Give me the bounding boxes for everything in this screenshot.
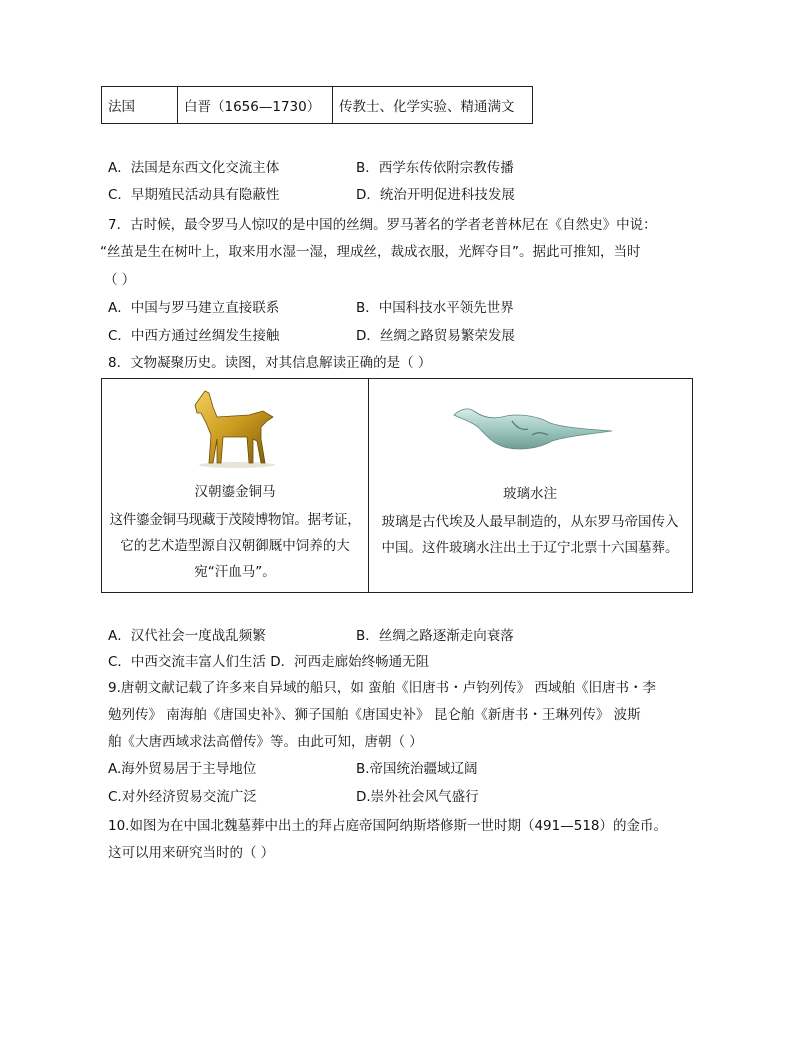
q7-option-a: A．中国与罗马建立直接联系 — [108, 300, 280, 316]
horse-desc-line3: 宛“汗血马”。 — [194, 564, 276, 580]
table-cell-country: 法国 — [102, 87, 178, 124]
info-table — [101, 86, 533, 124]
q9-option-c: C.对外经济贸易交流广泛 — [108, 789, 257, 805]
q9-stem-line1: 9.唐朝文献记载了许多来自异域的船只，如 蛮舶《旧唐书・卢钧列传》 西域舶《旧唐书・李 — [108, 680, 656, 696]
q6-option-a: A．法国是东西文化交流主体 — [108, 160, 280, 176]
q7-stem-line3: （ ） — [104, 272, 136, 288]
q7-option-d: D．丝绸之路贸易繁荣发展 — [356, 328, 515, 344]
q9-option-b: B.帝国统治疆域辽阔 — [356, 761, 478, 777]
table-cell-person: 白晋（1656—1730） — [178, 87, 333, 124]
q7-stem-line1: 7．古时候，最令罗马人惊叹的是中国的丝绸。罗马著名的学者老普林尼在《自然史》中说： — [108, 217, 657, 233]
table-row — [102, 87, 533, 124]
q8-option-a: A．汉代社会一度战乱频繁 — [108, 628, 266, 644]
q9-stem-line2: 勉列传》 南海舶《唐国史补》、狮子国舶《唐国史补》 昆仑舶《新唐书・王琳列传》 波斯 — [108, 707, 641, 723]
q10-stem-line1: 10.如图为在中国北魏墓葬中出土的拜占庭帝国阿纳斯塔修斯一世时期（491—518）的金币。 — [108, 818, 668, 834]
q8-option-b: B．丝绸之路逐渐走向衰落 — [356, 628, 514, 644]
horse-desc-line2: 它的艺术造型源自汉朝御厩中饲养的大 — [120, 538, 350, 554]
q9-option-d: D.崇外社会风气盛行 — [356, 789, 479, 805]
ewer-title: 玻璃水注 — [503, 486, 557, 502]
q6-option-b: B．西学东传依附宗教传播 — [356, 160, 514, 176]
q8-stem: 8．文物凝聚历史。读图，对其信息解读正确的是（ ） — [108, 355, 432, 371]
q6-option-c: C．早期殖民活动具有隐蔽性 — [108, 187, 280, 203]
table-cell-deeds: 传教士、化学实验、精通满文 — [333, 87, 533, 124]
q7-stem-line2: “丝茧是生在树叶上，取来用水湿一湿，理成丝，裁成衣服，光辉夺目”。据此可推知，当时 — [100, 244, 641, 260]
ewer-desc-line2: 中国。这件玻璃水注出土于辽宁北票十六国墓葬。 — [381, 540, 679, 556]
q10-stem-line2: 这可以用来研究当时的（ ） — [108, 845, 275, 861]
q9-option-a: A.海外贸易居于主导地位 — [108, 761, 257, 777]
q6-option-d: D．统治开明促进科技发展 — [356, 187, 515, 203]
q7-option-b: B．中国科技水平领先世界 — [356, 300, 514, 316]
glass-ewer-image — [452, 405, 614, 453]
ewer-desc-line1: 玻璃是古代埃及人最早制造的，从东罗马帝国传入 — [381, 514, 679, 530]
horse-title: 汉朝鎏金铜马 — [194, 484, 276, 500]
q9-stem-line3: 舶《大唐西域求法高僧传》等。由此可知，唐朝（ ） — [108, 734, 423, 750]
q8-option-cd: C．中西交流丰富人们生活 D．河西走廊始终畅通无阻 — [108, 654, 430, 670]
artifact-table — [101, 378, 693, 593]
q7-option-c: C．中西方通过丝绸发生接触 — [108, 328, 280, 344]
horse-desc-line1: 这件鎏金铜马现藏于茂陵博物馆。据考证， — [109, 512, 361, 528]
gilt-bronze-horse-image — [187, 387, 282, 469]
